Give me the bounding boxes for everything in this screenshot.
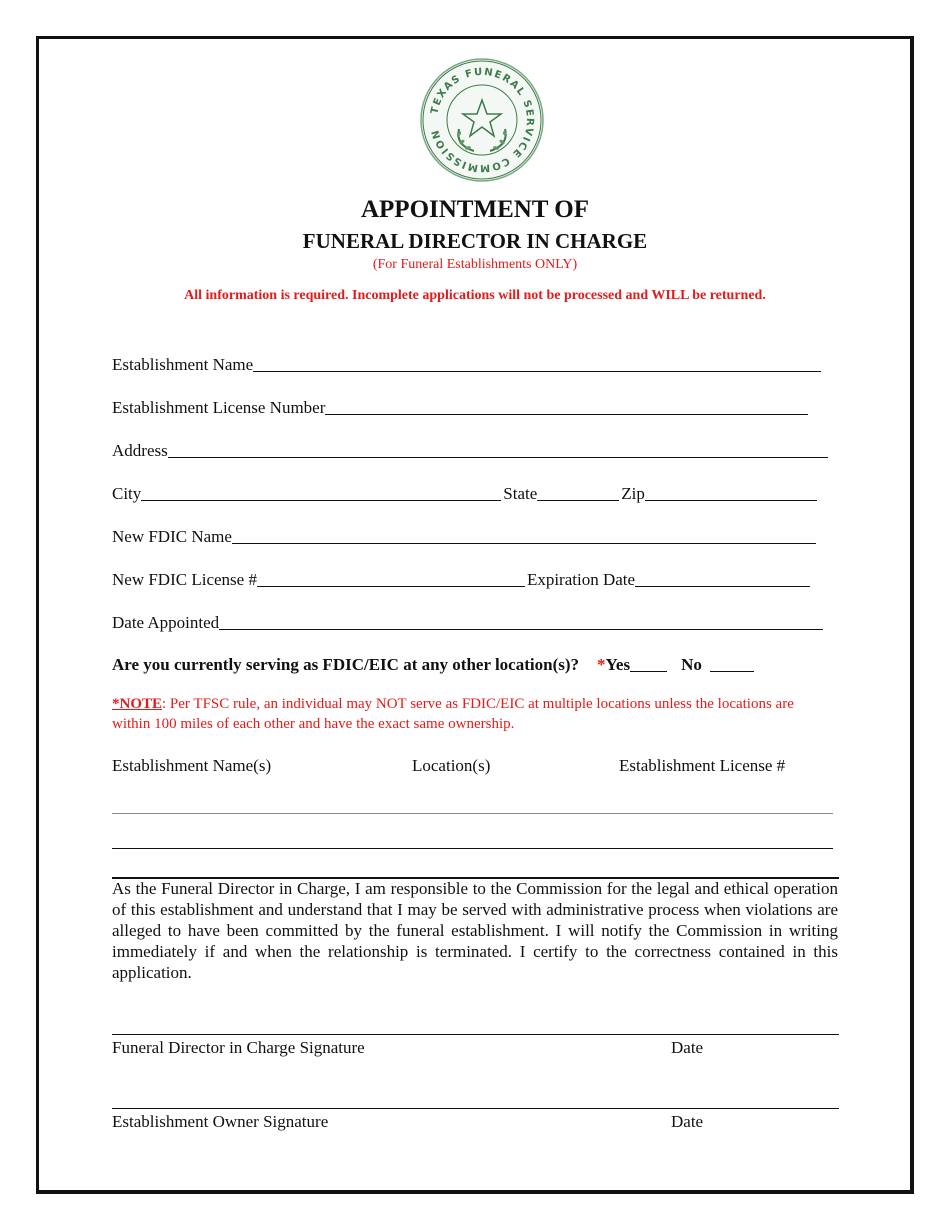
new-fdic-name-input-line[interactable] [232, 543, 816, 544]
fdic-signature-line[interactable] [112, 1034, 839, 1035]
state-label: State [503, 484, 538, 503]
title-line-2: FUNERAL DIRECTOR IN CHARGE [302, 229, 648, 253]
seal-lettering: TEXAS FUNERAL SERVICE COMMISSION [429, 66, 536, 174]
tfsc-rule-note [112, 694, 832, 734]
date-appointed-input-line[interactable] [219, 629, 823, 630]
requirement-notice: All information is required. Incomplete applications will not be processed and WILL be returned. [184, 288, 766, 303]
column-locations: Location(s) [412, 756, 491, 775]
note-label: *NOTE [112, 696, 163, 712]
city-input-line[interactable] [141, 500, 501, 501]
date-appointed-label: Date Appointed [112, 613, 220, 632]
city-state-zip-field [112, 484, 819, 504]
zip-label: Zip [621, 484, 645, 503]
new-fdic-name-field [112, 527, 818, 547]
fdic-signature-label: Funeral Director in Charge Signature [112, 1038, 365, 1057]
question-text: Are you currently serving as FDIC/EIC at any other location(s)? [112, 655, 580, 674]
establishment-license-field [112, 398, 810, 418]
establishment-license-label: Establishment License Number [112, 398, 326, 417]
fdic-signature-date-label: Date [671, 1038, 704, 1057]
column-establishment-license: Establishment License # [619, 756, 786, 775]
new-fdic-license-field [112, 570, 812, 590]
city-label: City [112, 484, 142, 503]
note-text: : Per TFSC rule, an individual may NOT serve as FDIC/EIC at multiple locations unless the locations are within 100 miles of each other and have the exact same ownership. [112, 696, 794, 732]
establishment-name-input-line[interactable] [253, 371, 821, 372]
expiration-date-input-line[interactable] [635, 586, 810, 587]
texas-funeral-service-commission-seal [419, 57, 545, 183]
establishment-name-field [112, 355, 823, 375]
yes-label: Yes [605, 655, 631, 674]
owner-signature-date-label: Date [671, 1112, 704, 1131]
date-appointed-field [112, 613, 825, 633]
address-input-line[interactable] [168, 457, 828, 458]
title-line-1: APPOINTMENT OF [360, 196, 589, 223]
state-input-line[interactable] [537, 500, 619, 501]
new-fdic-license-label: New FDIC License # [112, 570, 257, 589]
establishment-name-label: Establishment Name [112, 355, 254, 374]
address-label: Address [112, 441, 168, 460]
expiration-date-label: Expiration Date [526, 570, 636, 589]
column-establishment-names: Establishment Name(s) [112, 756, 272, 775]
other-location-question [112, 655, 754, 675]
zip-input-line[interactable] [645, 500, 817, 501]
no-label: No [681, 655, 702, 674]
new-fdic-license-input-line[interactable] [257, 586, 525, 587]
question-star: * [597, 655, 606, 674]
no-input-line[interactable] [710, 671, 754, 672]
other-location-line-2[interactable] [112, 848, 833, 849]
owner-signature-label: Establishment Owner Signature [112, 1112, 329, 1131]
fdic-statement: As the Funeral Director in Charge, I am responsible to the Commission for the legal and ethical operation of this establishment and understand that I may be served with administrative process when violations are alleged to have been committed by the funeral establishment. I will notify the Commission in writing immediately if and when the relationship is terminated. I certify to the correctness contained in this application. [112, 879, 838, 982]
other-location-line-1[interactable] [112, 813, 833, 814]
establishment-license-input-line[interactable] [325, 414, 808, 415]
subtitle: (For Funeral Establishments ONLY) [372, 257, 578, 272]
owner-signature-line[interactable] [112, 1108, 839, 1109]
address-field [112, 441, 830, 461]
new-fdic-name-label: New FDIC Name [112, 527, 232, 546]
yes-input-line[interactable] [630, 671, 667, 672]
